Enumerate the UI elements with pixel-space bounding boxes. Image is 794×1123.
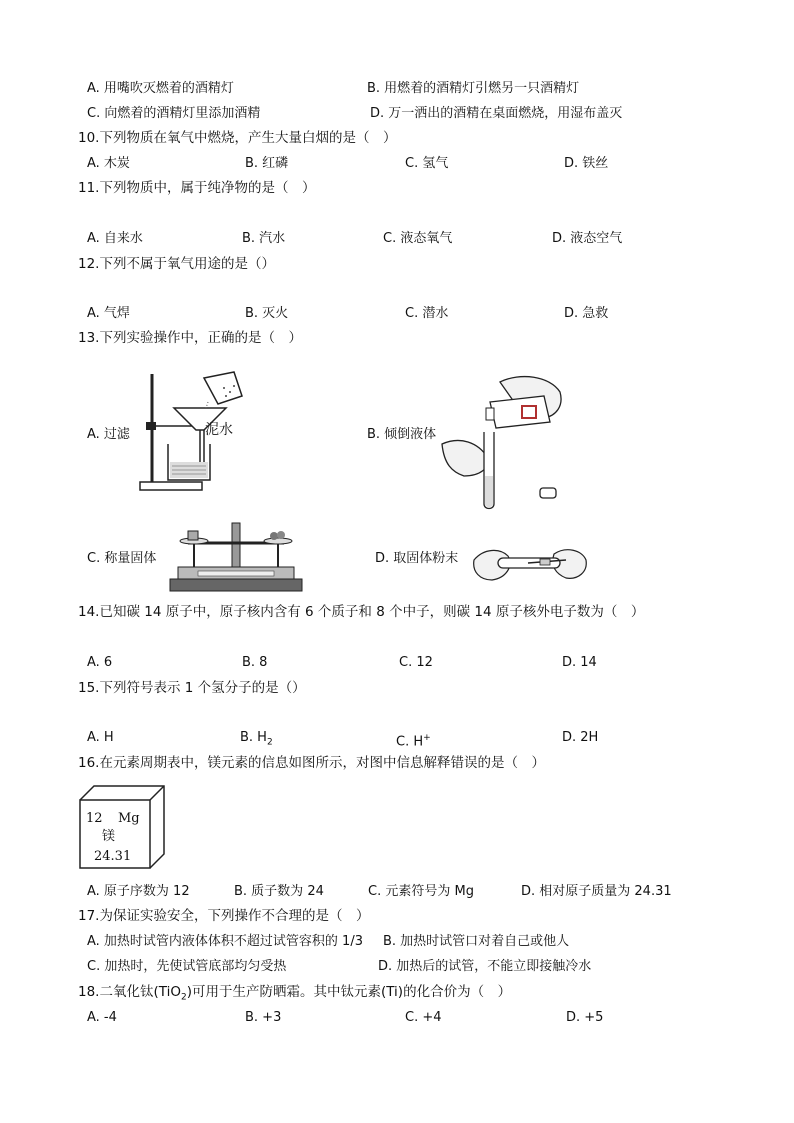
q12-option-c: C. 潜水 bbox=[405, 306, 449, 321]
q14-option-c: C. 12 bbox=[399, 655, 433, 670]
q17-option-d: D. 加热后的试管，不能立即接触冷水 bbox=[378, 959, 592, 974]
q11-option-d: D. 液态空气 bbox=[552, 231, 623, 246]
q18-stem-subscript: 2 bbox=[180, 992, 187, 1003]
q10-option-a: A. 木炭 bbox=[87, 156, 130, 171]
q11-option-c: C. 液态氧气 bbox=[383, 231, 453, 246]
q16-option-c: C. 元素符号为 Mg bbox=[368, 884, 474, 899]
q9-option-b: B. 用燃着的酒精灯引燃另一只酒精灯 bbox=[367, 81, 580, 96]
q12-option-b: B. 灭火 bbox=[245, 306, 289, 321]
q17-option-b: B. 加热时试管口对着自己或他人 bbox=[383, 934, 570, 949]
q18-stem-text-1: 18.二氧化钛(TiO bbox=[78, 984, 181, 1000]
q13-option-d: D. 取固体粉末 bbox=[375, 551, 459, 566]
q15-option-c-text: C. H bbox=[396, 734, 424, 750]
q18-option-c: C. +4 bbox=[405, 1010, 442, 1025]
q12-option-d: D. 急救 bbox=[564, 306, 609, 321]
q9-option-d: D. 万一洒出的酒精在桌面燃烧，用湿布盖灭 bbox=[370, 106, 623, 121]
q10-option-c: C. 氢气 bbox=[405, 156, 449, 171]
q12-stem: 12.下列不属于氧气用途的是（） bbox=[78, 256, 275, 272]
element-atomic-mass: 24.31 bbox=[94, 849, 132, 864]
balance-scale-figure bbox=[168, 517, 304, 595]
q16-option-b: B. 质子数为 24 bbox=[234, 884, 324, 899]
q17-option-a: A. 加热时试管内液体体积不超过试管容积的 1/3 bbox=[87, 934, 363, 949]
q15-option-d: D. 2H bbox=[562, 730, 599, 745]
element-atomic-number: 12 bbox=[86, 811, 103, 826]
q11-stem: 11.下列物质中，属于纯净物的是（ ） bbox=[78, 180, 316, 196]
q16-stem: 16.在元素周期表中，镁元素的信息如图所示，对图中信息解释错误的是（ ） bbox=[78, 755, 545, 771]
q13-option-c: C. 称量固体 bbox=[87, 551, 157, 566]
q14-stem: 14.已知碳 14 原子中，原子核内含有 6 个质子和 8 个中子，则碳 14 原子核外电子数为（ ） bbox=[78, 604, 645, 620]
q15-stem: 15.下列符号表示 1 个氢分子的是（） bbox=[78, 680, 306, 696]
q15-option-b bbox=[240, 730, 273, 751]
q15-option-c-superscript: + bbox=[423, 733, 431, 743]
q10-stem: 10.下列物质在氧气中燃烧，产生大量白烟的是（ ） bbox=[78, 130, 397, 146]
q9-option-c: C. 向燃着的酒精灯里添加酒精 bbox=[87, 106, 261, 121]
element-symbol: Mg bbox=[118, 811, 140, 826]
q15-option-c bbox=[396, 730, 431, 750]
q12-option-a: A. 气焊 bbox=[87, 306, 130, 321]
q10-option-d: D. 铁丝 bbox=[564, 156, 609, 171]
q13-option-a: A. 过滤 bbox=[87, 427, 130, 442]
q16-option-a: A. 原子序数为 12 bbox=[87, 884, 190, 899]
filtration-mud-water-label: 泥水 bbox=[205, 422, 233, 438]
q15-option-a: A. H bbox=[87, 730, 114, 745]
q14-option-d: D. 14 bbox=[562, 655, 597, 670]
q18-option-b: B. +3 bbox=[245, 1010, 282, 1025]
q14-option-b: B. 8 bbox=[242, 655, 268, 670]
q16-option-d: D. 相对原子质量为 24.31 bbox=[521, 884, 672, 899]
q11-option-b: B. 汽水 bbox=[242, 231, 286, 246]
q14-option-a: A. 6 bbox=[87, 655, 113, 670]
q18-stem bbox=[78, 984, 511, 1006]
q15-option-b-text: B. H bbox=[240, 730, 267, 745]
q18-option-a: A. -4 bbox=[87, 1010, 117, 1025]
pouring-liquid-figure bbox=[440, 372, 580, 512]
q9-option-a: A. 用嘴吹灭燃着的酒精灯 bbox=[87, 81, 234, 96]
element-name: 镁 bbox=[102, 829, 116, 844]
q17-stem: 17.为保证实验安全，下列操作不合理的是（ ） bbox=[78, 908, 370, 924]
solid-powder-figure bbox=[470, 540, 590, 586]
q13-stem: 13.下列实验操作中，正确的是（ ） bbox=[78, 330, 302, 346]
q15-option-b-subscript: 2 bbox=[266, 737, 273, 748]
q17-option-c: C. 加热时，先使试管底部均匀受热 bbox=[87, 959, 287, 974]
q10-option-b: B. 红磷 bbox=[245, 156, 289, 171]
q18-option-d: D. +5 bbox=[566, 1010, 604, 1025]
q18-stem-text-2: )可用于生产防晒霜。其中钛元素(Ti)的化合价为（ ） bbox=[186, 984, 512, 1000]
q11-option-a: A. 自来水 bbox=[87, 231, 143, 246]
q13-option-b: B. 倾倒液体 bbox=[367, 427, 437, 442]
